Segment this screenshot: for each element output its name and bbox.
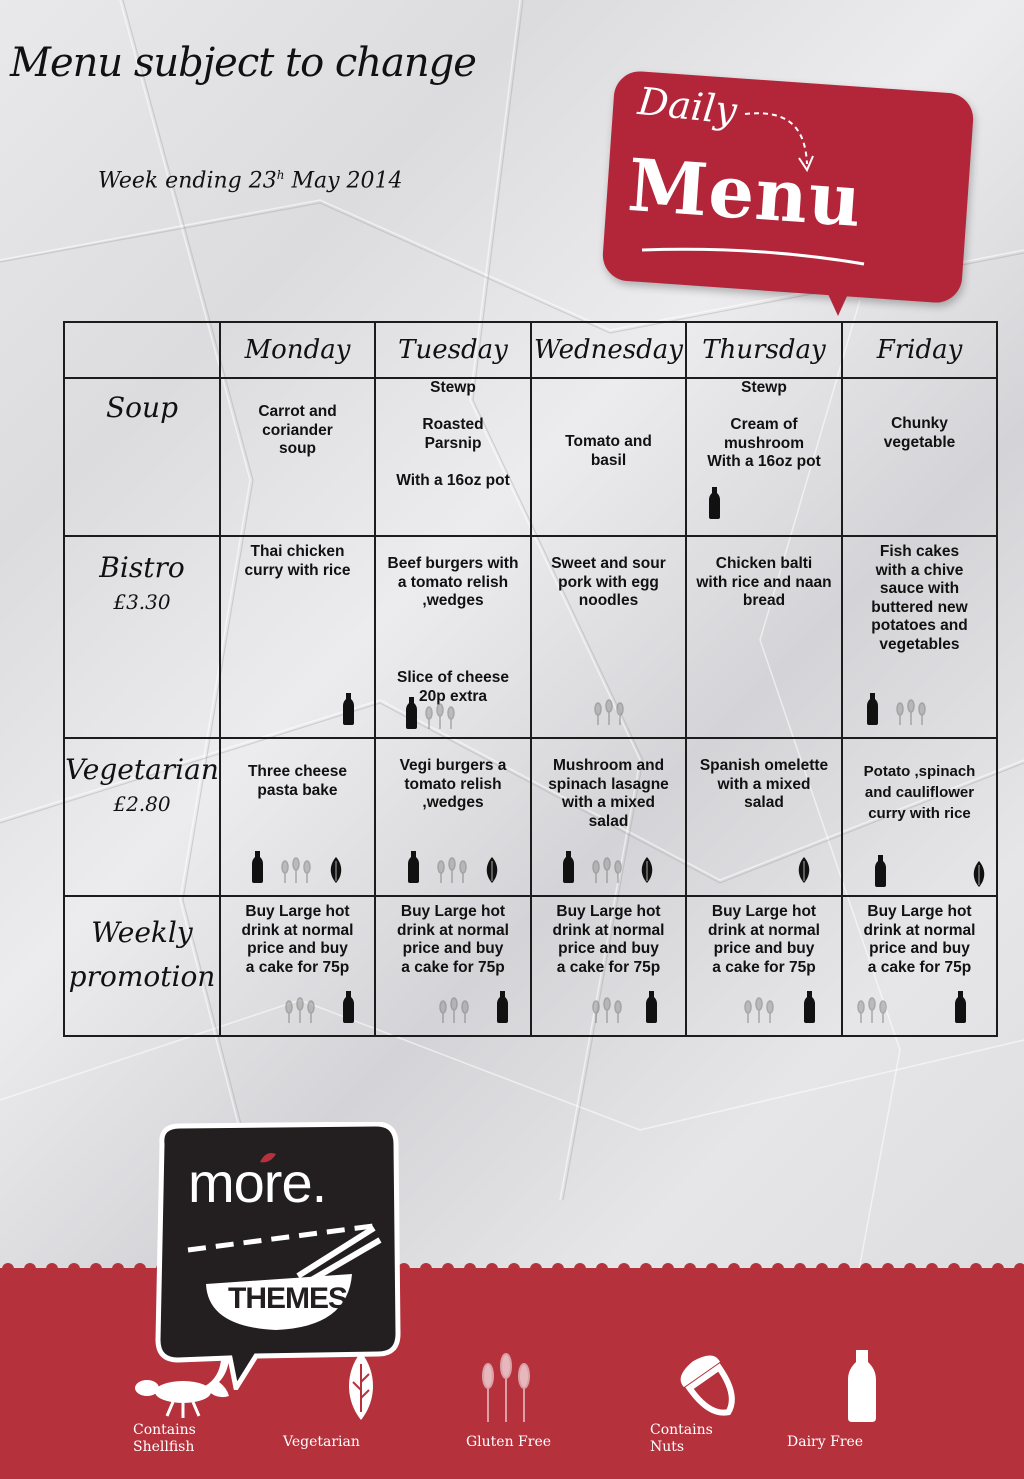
menu-row-bistro	[64, 536, 997, 738]
legend-gluten-free	[466, 1352, 551, 1451]
dish-text: Chunky vegetable	[883, 415, 956, 451]
menu-cell	[842, 896, 997, 1036]
menu-cell	[220, 536, 375, 738]
dish-text: Vegi burgers a tomato relish ,wedges	[399, 757, 507, 811]
acorn-icon	[650, 1350, 750, 1422]
page-title: Menu subject to change	[10, 40, 476, 86]
vegetarian-leaf-icon	[329, 857, 343, 883]
dairy-free-icon	[955, 991, 966, 1023]
badge-underline	[638, 240, 868, 270]
promo-text: Buy Large hot drink at normal price and buy a cake for 75p	[397, 903, 509, 976]
dairy-free-icon	[406, 697, 417, 729]
menu-cell	[842, 738, 997, 896]
dairy-free-icon	[709, 487, 720, 519]
gluten-free-icon	[433, 857, 471, 883]
menu-cell	[531, 536, 686, 738]
gluten-free-icon	[277, 857, 315, 883]
daily-menu-badge	[598, 62, 978, 324]
week-ending-suffix: h	[276, 168, 285, 182]
vegetarian-leaf-icon	[797, 857, 811, 883]
menu-cell	[375, 378, 531, 536]
day-header: Tuesday	[375, 322, 531, 378]
menu-row-soup	[64, 378, 997, 536]
badge-pointer	[818, 272, 868, 322]
gluten-free-icon	[590, 699, 628, 725]
menu-cell	[220, 378, 375, 536]
menu-cell	[375, 896, 531, 1036]
gluten-free-icon	[892, 699, 930, 725]
dish-text: Stewp Cream of mushroom With a 16oz pot	[707, 379, 821, 470]
dish-text: Mushroom and spinach lasagne with a mixed salad	[548, 757, 669, 830]
row-price: £2.80	[113, 792, 171, 816]
vegetarian-leaf-icon	[341, 1350, 381, 1422]
vegetarian-leaf-icon	[640, 857, 654, 883]
dish-text: Spanish omelette with a mixed salad	[699, 757, 829, 811]
menu-cell	[686, 378, 842, 536]
gluten-free-icon	[466, 1352, 546, 1422]
legend-label: Vegetarian	[283, 1434, 360, 1450]
row-header	[64, 378, 220, 536]
dairy-free-icon	[867, 693, 878, 725]
menu-cell	[842, 536, 997, 738]
vegetarian-leaf-icon	[972, 861, 986, 887]
week-ending	[98, 168, 403, 193]
legend-label: Contains Nuts	[650, 1422, 713, 1455]
dish-text: Beef burgers with a tomato relish ,wedges	[387, 555, 519, 609]
row-header	[64, 896, 220, 1036]
dish-text: Carrot and coriander soup	[258, 403, 337, 457]
promo-text: Buy Large hot drink at normal price and buy a cake for 75p	[863, 903, 976, 976]
row-label: Weekly promotion	[68, 916, 216, 993]
dairy-free-icon	[408, 851, 419, 883]
gluten-free-icon	[281, 997, 319, 1023]
legend-label: Contains Shellfish	[133, 1422, 196, 1455]
dairy-free-icon	[343, 693, 354, 725]
dish-text: Sweet and sour pork with egg noodles	[551, 555, 666, 609]
menu-row-promotion	[64, 896, 997, 1036]
day-header: Thursday	[686, 322, 842, 378]
dish-text: Fish cakes with a chive sauce with buttered new potatoes and vegetables	[871, 543, 968, 653]
row-label: Vegetarian	[65, 753, 219, 786]
promo-text: Buy Large hot drink at normal price and buy a cake for 75p	[552, 903, 665, 976]
dairy-free-icon	[875, 855, 886, 887]
menu-cell	[686, 536, 842, 738]
menu-cell	[842, 378, 997, 536]
menu-cell	[220, 738, 375, 896]
legend-nuts	[650, 1350, 750, 1456]
legend-dairy-free	[787, 1350, 877, 1451]
menu-cell	[375, 536, 531, 738]
menu-cell	[531, 896, 686, 1036]
dairy-free-icon	[563, 851, 574, 883]
gluten-free-icon	[588, 997, 626, 1023]
menu-table	[63, 321, 998, 1037]
dairy-free-icon	[804, 991, 815, 1023]
legend-shellfish	[133, 1350, 233, 1456]
row-header	[64, 536, 220, 738]
extra-note: Slice of cheese 20p extra	[396, 669, 509, 705]
promo-text: Buy Large hot drink at normal price and buy a cake for 75p	[241, 903, 354, 976]
dish-text: Stewp Roasted Parsnip With a 16oz pot	[396, 379, 510, 489]
gluten-free-icon	[421, 703, 459, 729]
gluten-free-icon	[740, 997, 778, 1023]
dish-text: Tomato and basil	[565, 433, 652, 469]
dairy-free-icon	[497, 991, 508, 1023]
dairy-free-icon	[847, 1350, 877, 1422]
logo-sub-text: THEMES	[228, 1282, 348, 1315]
menu-cell	[531, 738, 686, 896]
row-price: £3.30	[113, 590, 171, 614]
week-ending-text: Week ending 23	[98, 168, 277, 194]
day-header-row	[64, 322, 997, 378]
menu-cell	[375, 738, 531, 896]
dish-text: Thai chicken curry with rice	[244, 543, 351, 579]
dairy-free-icon	[252, 851, 263, 883]
legend-label: Gluten Free	[466, 1434, 552, 1450]
corner-cell	[64, 322, 220, 378]
gluten-free-icon	[435, 997, 473, 1023]
menu-cell	[220, 896, 375, 1036]
menu-row-vegetarian	[64, 738, 997, 896]
legend-vegetarian	[283, 1350, 381, 1451]
logo-brand-text: more.	[188, 1151, 327, 1214]
vegetarian-leaf-icon	[485, 857, 499, 883]
dish-text: Potato ,spinach and cauliflower curry with rice	[863, 763, 976, 822]
gluten-free-icon	[588, 857, 626, 883]
menu-cell	[686, 896, 842, 1036]
row-label: Bistro	[99, 551, 185, 584]
menu-cell	[531, 378, 686, 536]
lobster-icon	[133, 1350, 233, 1422]
row-header	[64, 738, 220, 896]
dairy-free-icon	[646, 991, 657, 1023]
week-ending-rest: May 2014	[284, 168, 403, 194]
promo-text: Buy Large hot drink at normal price and buy a cake for 75p	[708, 903, 820, 976]
day-header: Monday	[220, 322, 375, 378]
day-header: Wednesday	[531, 322, 686, 378]
badge-daily-text: Daily	[635, 78, 739, 134]
badge-menu-text: Menu	[625, 141, 865, 244]
gluten-free-icon	[853, 997, 891, 1023]
menu-cell	[686, 738, 842, 896]
dish-text: Three cheese pasta bake	[247, 763, 348, 799]
row-label: Soup	[106, 391, 178, 424]
day-header: Friday	[842, 322, 997, 378]
dairy-free-icon	[343, 991, 354, 1023]
dish-text: Chicken balti with rice and naan bread	[696, 555, 832, 609]
legend-label: Dairy Free	[787, 1434, 864, 1450]
